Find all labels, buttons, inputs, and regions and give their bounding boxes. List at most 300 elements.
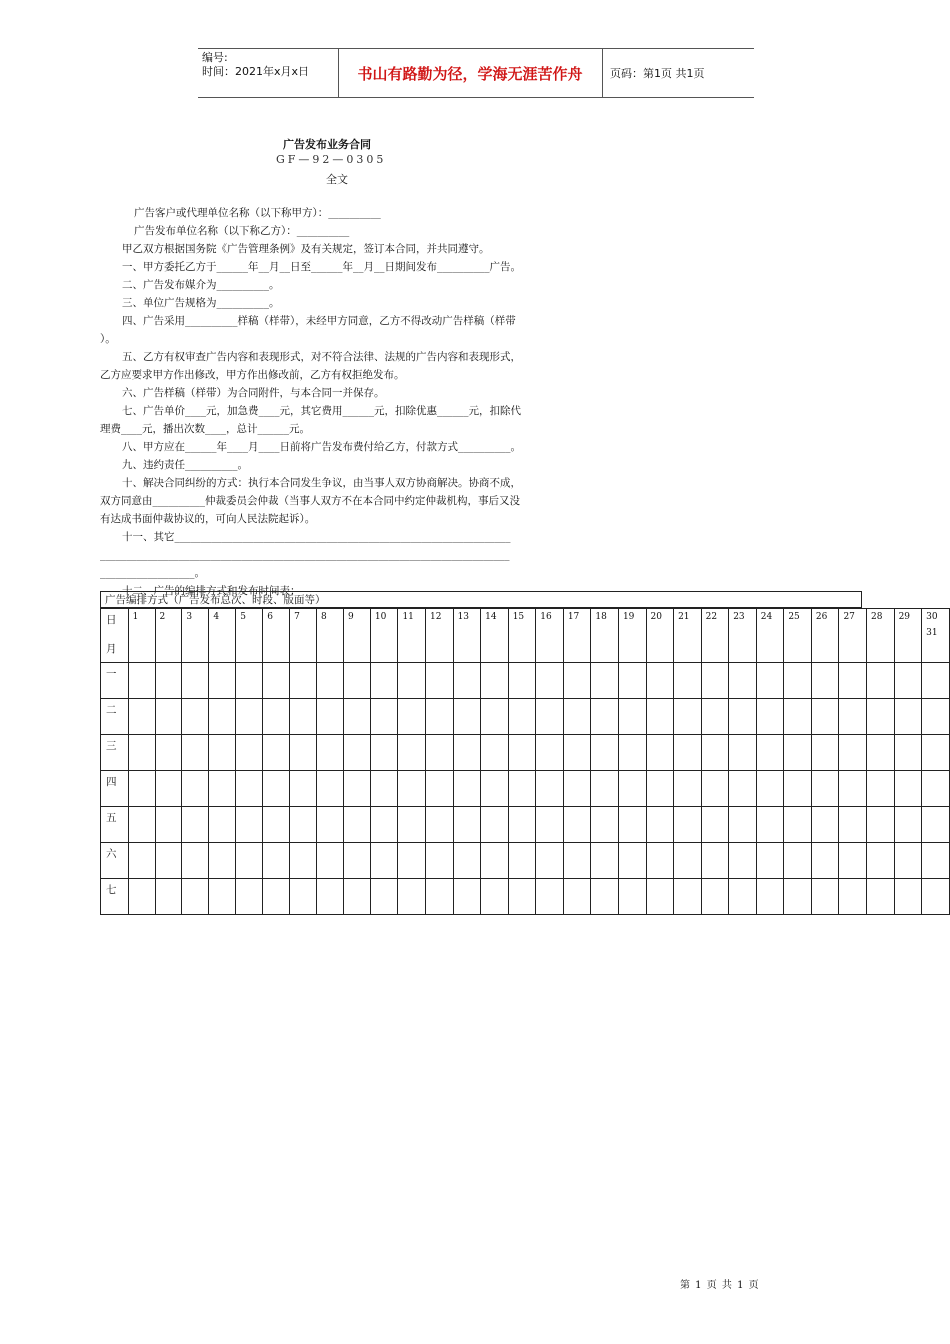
schedule-cell[interactable] bbox=[674, 879, 702, 915]
day-header-cell bbox=[784, 609, 812, 663]
schedule-cell[interactable] bbox=[128, 807, 155, 843]
paragraph: 甲乙双方根据国务院《广告管理条例》及有关规定，签订本合同，并共同遵守。 bbox=[122, 243, 490, 255]
schedule-cell[interactable] bbox=[536, 699, 564, 735]
schedule-cell[interactable] bbox=[867, 879, 895, 915]
schedule-cell[interactable] bbox=[536, 663, 564, 699]
schedule-cell[interactable] bbox=[263, 663, 290, 699]
schedule-cell[interactable] bbox=[236, 699, 263, 735]
schedule-cell[interactable] bbox=[563, 771, 591, 807]
month-label: 四 bbox=[101, 771, 129, 807]
schedule-cell[interactable] bbox=[701, 843, 729, 879]
schedule-cell[interactable] bbox=[453, 663, 481, 699]
schedule-cell[interactable] bbox=[290, 879, 317, 915]
page-footer: 第 1 页 共 1 页 bbox=[680, 1280, 760, 1291]
schedule-cell[interactable] bbox=[343, 699, 370, 735]
day-header-cell bbox=[290, 609, 317, 663]
day-header-cell bbox=[182, 609, 209, 663]
header-left bbox=[202, 51, 309, 79]
schedule-cell[interactable] bbox=[756, 879, 784, 915]
day-header-cell bbox=[729, 609, 757, 663]
paragraph: ）。 bbox=[100, 333, 116, 345]
schedule-cell[interactable] bbox=[209, 807, 236, 843]
day-number: 30 bbox=[926, 612, 938, 622]
schedule-cell[interactable] bbox=[811, 699, 839, 735]
schedule-cell[interactable] bbox=[839, 879, 867, 915]
schedule-cell[interactable] bbox=[756, 771, 784, 807]
schedule-cell[interactable] bbox=[701, 699, 729, 735]
schedule-cell[interactable] bbox=[317, 663, 344, 699]
time-label: 时间：2021年x月x日 bbox=[202, 65, 310, 78]
schedule-cell[interactable] bbox=[922, 807, 950, 843]
schedule-cell[interactable] bbox=[155, 735, 182, 771]
schedule-cell[interactable] bbox=[508, 807, 536, 843]
day-number: 11 bbox=[402, 612, 414, 622]
day-header-cell bbox=[453, 609, 481, 663]
schedule-cell[interactable] bbox=[839, 699, 867, 735]
schedule-cell[interactable] bbox=[563, 807, 591, 843]
schedule-cell[interactable] bbox=[317, 807, 344, 843]
schedule-cell[interactable] bbox=[263, 735, 290, 771]
schedule-cell[interactable] bbox=[481, 807, 509, 843]
day-number: 18 bbox=[595, 612, 607, 622]
schedule-cell[interactable] bbox=[182, 843, 209, 879]
schedule-cell[interactable] bbox=[729, 699, 757, 735]
day-number: 1 bbox=[132, 612, 139, 622]
schedule-cell[interactable] bbox=[894, 735, 922, 771]
day-number: 7 bbox=[294, 612, 300, 622]
schedule-cell[interactable] bbox=[646, 771, 674, 807]
schedule-cell[interactable] bbox=[618, 735, 646, 771]
schedule-cell[interactable] bbox=[236, 663, 263, 699]
schedule-cell[interactable] bbox=[263, 771, 290, 807]
schedule-cell[interactable] bbox=[182, 879, 209, 915]
schedule-cell[interactable] bbox=[867, 843, 895, 879]
schedule-cell[interactable] bbox=[894, 843, 922, 879]
schedule-cell[interactable] bbox=[263, 699, 290, 735]
day-header-cell bbox=[563, 609, 591, 663]
day-header-cell bbox=[922, 609, 950, 663]
schedule-cell[interactable] bbox=[343, 843, 370, 879]
schedule-cell[interactable] bbox=[209, 879, 236, 915]
page-header bbox=[198, 48, 754, 98]
schedule-cell[interactable] bbox=[398, 663, 426, 699]
paragraph: 四、广告采用__________样稿（样带），未经甲方同意，乙方不得改动广告样稿（样带 bbox=[122, 315, 516, 327]
schedule-cell[interactable] bbox=[922, 699, 950, 735]
schedule-table bbox=[100, 608, 950, 915]
day-header-cell bbox=[370, 609, 398, 663]
month-row bbox=[101, 735, 950, 771]
schedule-cell[interactable] bbox=[209, 771, 236, 807]
schedule-cell[interactable] bbox=[701, 807, 729, 843]
schedule-cell[interactable] bbox=[481, 735, 509, 771]
schedule-cell[interactable] bbox=[784, 663, 812, 699]
schedule-cell[interactable] bbox=[756, 699, 784, 735]
header-divider bbox=[602, 49, 603, 97]
day-header-cell bbox=[839, 609, 867, 663]
day-header-cell bbox=[756, 609, 784, 663]
schedule-cell[interactable] bbox=[317, 771, 344, 807]
schedule-cell[interactable] bbox=[343, 771, 370, 807]
schedule-cell[interactable] bbox=[784, 699, 812, 735]
month-label: 五 bbox=[101, 807, 129, 843]
paragraph: 十、解决合同纠纷的方式：执行本合同发生争议，由当事人双方协商解决。协商不成， bbox=[122, 477, 521, 489]
schedule-cell[interactable] bbox=[398, 807, 426, 843]
schedule-cell[interactable] bbox=[290, 699, 317, 735]
schedule-cell[interactable] bbox=[398, 843, 426, 879]
month-label: 七 bbox=[101, 879, 129, 915]
schedule-cell[interactable] bbox=[618, 807, 646, 843]
schedule-cell[interactable] bbox=[370, 699, 398, 735]
paragraph: 六、广告样稿（样带）为合同附件，与本合同一并保存。 bbox=[122, 387, 385, 399]
schedule-cell[interactable] bbox=[591, 699, 619, 735]
schedule-cell[interactable] bbox=[922, 879, 950, 915]
schedule-cell[interactable] bbox=[128, 663, 155, 699]
schedule-cell[interactable] bbox=[894, 663, 922, 699]
schedule-cell[interactable] bbox=[155, 771, 182, 807]
schedule-cell[interactable] bbox=[811, 663, 839, 699]
day-header-cell bbox=[263, 609, 290, 663]
contract-body bbox=[100, 204, 576, 600]
schedule-cell[interactable] bbox=[646, 843, 674, 879]
schedule-cell[interactable] bbox=[756, 735, 784, 771]
schedule-cell[interactable] bbox=[729, 771, 757, 807]
schedule-cell[interactable] bbox=[839, 843, 867, 879]
schedule-cell[interactable] bbox=[839, 807, 867, 843]
day-header-cell bbox=[481, 609, 509, 663]
schedule-cell[interactable] bbox=[894, 879, 922, 915]
schedule-cell[interactable] bbox=[536, 771, 564, 807]
schedule-cell[interactable] bbox=[128, 879, 155, 915]
day-header-cell bbox=[646, 609, 674, 663]
day-number: 24 bbox=[760, 612, 773, 622]
paragraph: 双方同意由__________仲裁委员会仲裁（当事人双方不在本合同中约定仲裁机构，事后又没 bbox=[100, 495, 520, 507]
schedule-cell[interactable] bbox=[155, 699, 182, 735]
schedule-cell[interactable] bbox=[646, 735, 674, 771]
schedule-cell[interactable] bbox=[508, 699, 536, 735]
schedule-cell[interactable] bbox=[591, 807, 619, 843]
schedule-cell[interactable] bbox=[209, 735, 236, 771]
schedule-cell[interactable] bbox=[646, 699, 674, 735]
doc-full-text-label: 全文 bbox=[326, 173, 348, 186]
schedule-cell[interactable] bbox=[674, 771, 702, 807]
schedule-cell[interactable] bbox=[756, 807, 784, 843]
schedule-cell[interactable] bbox=[618, 843, 646, 879]
schedule-cell[interactable] bbox=[674, 807, 702, 843]
schedule-cell[interactable] bbox=[481, 771, 509, 807]
schedule-cell[interactable] bbox=[784, 843, 812, 879]
month-label: 三 bbox=[101, 735, 129, 771]
schedule-cell[interactable] bbox=[811, 807, 839, 843]
paragraph: 乙方应要求甲方作出修改，甲方作出修改前，乙方有权拒绝发布。 bbox=[100, 369, 405, 381]
schedule-cell[interactable] bbox=[236, 807, 263, 843]
schedule-cell[interactable] bbox=[263, 807, 290, 843]
day-header-cell bbox=[618, 609, 646, 663]
schedule-cell[interactable] bbox=[290, 807, 317, 843]
day-header-cell bbox=[591, 609, 619, 663]
schedule-cell[interactable] bbox=[236, 843, 263, 879]
schedule-cell[interactable] bbox=[481, 843, 509, 879]
schedule-cell[interactable] bbox=[811, 735, 839, 771]
schedule-cell[interactable] bbox=[591, 879, 619, 915]
paragraph: 有达成书面仲裁协议的，可向人民法院起诉）。 bbox=[100, 513, 316, 525]
schedule-cell[interactable] bbox=[370, 735, 398, 771]
schedule-cell[interactable] bbox=[729, 663, 757, 699]
day-number: 14 bbox=[485, 612, 497, 622]
schedule-cell[interactable] bbox=[290, 735, 317, 771]
schedule-cell[interactable] bbox=[701, 663, 729, 699]
schedule-cell[interactable] bbox=[618, 663, 646, 699]
schedule-cell[interactable] bbox=[453, 879, 481, 915]
schedule-cell[interactable] bbox=[453, 771, 481, 807]
schedule-cell[interactable] bbox=[674, 735, 702, 771]
schedule-cell[interactable] bbox=[317, 879, 344, 915]
schedule-cell[interactable] bbox=[674, 663, 702, 699]
day-header-cell bbox=[894, 609, 922, 663]
schedule-cell[interactable] bbox=[784, 735, 812, 771]
schedule-cell[interactable] bbox=[481, 879, 509, 915]
schedule-cell[interactable] bbox=[618, 879, 646, 915]
schedule-cell[interactable] bbox=[839, 771, 867, 807]
schedule-cell[interactable] bbox=[729, 735, 757, 771]
schedule-cell[interactable] bbox=[811, 843, 839, 879]
schedule-cell[interactable] bbox=[894, 807, 922, 843]
schedule-cell[interactable] bbox=[591, 735, 619, 771]
paragraph: 七、广告单价____元，加急费____元，其它费用______元，扣除优惠______元，扣除代 bbox=[122, 405, 521, 417]
schedule-cell[interactable] bbox=[563, 843, 591, 879]
paragraph: 广告客户或代理单位名称（以下称甲方）：__________ bbox=[134, 207, 381, 219]
schedule-cell[interactable] bbox=[922, 771, 950, 807]
schedule-cell[interactable] bbox=[290, 843, 317, 879]
schedule-cell[interactable] bbox=[839, 735, 867, 771]
schedule-cell[interactable] bbox=[128, 699, 155, 735]
schedule-header-row bbox=[101, 609, 950, 663]
schedule-cell[interactable] bbox=[182, 735, 209, 771]
schedule-cell[interactable] bbox=[128, 735, 155, 771]
schedule-cell[interactable] bbox=[155, 843, 182, 879]
day-number: 26 bbox=[815, 612, 828, 622]
day-number: 3 bbox=[186, 612, 193, 622]
paragraph: 十一、其它________________________________________________________________ bbox=[122, 531, 511, 543]
schedule-cell[interactable] bbox=[343, 879, 370, 915]
schedule-cell[interactable] bbox=[646, 879, 674, 915]
day-number: 13 bbox=[457, 612, 470, 622]
doc-code: GF—92—0305 bbox=[276, 153, 387, 166]
schedule-cell[interactable] bbox=[128, 771, 155, 807]
schedule-cell[interactable] bbox=[646, 807, 674, 843]
number-label: 编号: bbox=[202, 51, 228, 64]
schedule-cell[interactable] bbox=[343, 735, 370, 771]
schedule-cell[interactable] bbox=[426, 735, 454, 771]
schedule-cell[interactable] bbox=[922, 663, 950, 699]
day-number: 19 bbox=[622, 612, 635, 622]
day-number: 12 bbox=[430, 612, 442, 622]
schedule-cell[interactable] bbox=[811, 879, 839, 915]
schedule-cell[interactable] bbox=[209, 843, 236, 879]
day-header-cell bbox=[426, 609, 454, 663]
schedule-cell[interactable] bbox=[784, 879, 812, 915]
schedule-cell[interactable] bbox=[536, 807, 564, 843]
schedule-cell[interactable] bbox=[536, 843, 564, 879]
schedule-cell[interactable] bbox=[426, 879, 454, 915]
schedule-cell[interactable] bbox=[236, 771, 263, 807]
schedule-cell[interactable] bbox=[839, 663, 867, 699]
schedule-cell[interactable] bbox=[508, 735, 536, 771]
schedule-cell[interactable] bbox=[563, 699, 591, 735]
schedule-cell[interactable] bbox=[453, 699, 481, 735]
page-code: 页码：第1页 共1页 bbox=[610, 67, 705, 80]
corner-day-label: 日 bbox=[106, 614, 117, 626]
schedule-cell[interactable] bbox=[867, 771, 895, 807]
schedule-cell[interactable] bbox=[263, 843, 290, 879]
schedule-cell[interactable] bbox=[343, 663, 370, 699]
day-number: 16 bbox=[540, 612, 552, 622]
day-number: 8 bbox=[321, 612, 327, 622]
schedule-cell[interactable] bbox=[536, 735, 564, 771]
schedule-cell[interactable] bbox=[290, 663, 317, 699]
day-number: 21 bbox=[678, 612, 690, 622]
schedule-cell[interactable] bbox=[674, 843, 702, 879]
schedule-cell[interactable] bbox=[155, 663, 182, 699]
schedule-cell[interactable] bbox=[894, 699, 922, 735]
schedule-cell[interactable] bbox=[867, 699, 895, 735]
schedule-cell[interactable] bbox=[894, 771, 922, 807]
schedule-cell[interactable] bbox=[290, 771, 317, 807]
schedule-cell[interactable] bbox=[508, 843, 536, 879]
schedule-cell[interactable] bbox=[701, 735, 729, 771]
schedule-cell[interactable] bbox=[182, 807, 209, 843]
day-number: 23 bbox=[733, 612, 745, 622]
schedule-cell[interactable] bbox=[182, 699, 209, 735]
schedule-cell[interactable] bbox=[508, 663, 536, 699]
schedule-cell[interactable] bbox=[756, 663, 784, 699]
schedule-cell[interactable] bbox=[729, 807, 757, 843]
schedule-cell[interactable] bbox=[867, 663, 895, 699]
schedule-cell[interactable] bbox=[591, 843, 619, 879]
day-number: 17 bbox=[567, 612, 580, 622]
schedule-cell[interactable] bbox=[209, 699, 236, 735]
schedule-cell[interactable] bbox=[508, 879, 536, 915]
schedule-cell[interactable] bbox=[209, 663, 236, 699]
schedule-cell[interactable] bbox=[922, 843, 950, 879]
schedule-cell[interactable] bbox=[701, 771, 729, 807]
schedule-cell[interactable] bbox=[729, 843, 757, 879]
schedule-cell[interactable] bbox=[155, 807, 182, 843]
schedule-cell[interactable] bbox=[756, 843, 784, 879]
schedule-cell[interactable] bbox=[481, 663, 509, 699]
schedule-cell[interactable] bbox=[867, 807, 895, 843]
month-row bbox=[101, 771, 950, 807]
schedule-cell[interactable] bbox=[398, 879, 426, 915]
schedule-cell[interactable] bbox=[784, 807, 812, 843]
day-number-31: 31 bbox=[926, 628, 938, 638]
schedule-cell[interactable] bbox=[563, 663, 591, 699]
schedule-heading: 广告编排方式（广告发布总次、时段、版面等） bbox=[100, 591, 862, 608]
day-number: 29 bbox=[898, 612, 911, 622]
schedule-cell[interactable] bbox=[155, 879, 182, 915]
paragraph: 广告发布单位名称（以下称乙方）：__________ bbox=[134, 225, 350, 237]
schedule-cell[interactable] bbox=[343, 807, 370, 843]
schedule-cell[interactable] bbox=[236, 735, 263, 771]
schedule-cell[interactable] bbox=[426, 699, 454, 735]
paragraph: 二、广告发布媒介为__________。 bbox=[122, 279, 280, 291]
schedule-cell[interactable] bbox=[701, 879, 729, 915]
schedule-cell[interactable] bbox=[370, 879, 398, 915]
day-number: 4 bbox=[213, 612, 220, 622]
schedule-cell[interactable] bbox=[563, 879, 591, 915]
schedule-cell[interactable] bbox=[784, 771, 812, 807]
schedule-cell[interactable] bbox=[370, 771, 398, 807]
schedule-cell[interactable] bbox=[591, 771, 619, 807]
schedule-cell[interactable] bbox=[398, 735, 426, 771]
schedule-cell[interactable] bbox=[563, 735, 591, 771]
day-header-cell bbox=[236, 609, 263, 663]
schedule-cell[interactable] bbox=[674, 699, 702, 735]
schedule-cell[interactable] bbox=[426, 807, 454, 843]
schedule-cell[interactable] bbox=[453, 843, 481, 879]
schedule-cell[interactable] bbox=[811, 771, 839, 807]
schedule-cell[interactable] bbox=[591, 663, 619, 699]
schedule-cell[interactable] bbox=[426, 843, 454, 879]
schedule-cell[interactable] bbox=[236, 879, 263, 915]
paragraph: 五、乙方有权审查广告内容和表现形式，对不符合法律、法规的广告内容和表现形式， bbox=[122, 351, 521, 363]
month-row bbox=[101, 699, 950, 735]
schedule-cell[interactable] bbox=[182, 663, 209, 699]
day-number: 9 bbox=[347, 612, 354, 622]
day-header-cell bbox=[128, 609, 155, 663]
schedule-cell[interactable] bbox=[618, 771, 646, 807]
schedule-cell[interactable] bbox=[646, 663, 674, 699]
schedule-cell[interactable] bbox=[426, 771, 454, 807]
paragraph: 理费____元，播出次数____，总计______元。 bbox=[100, 423, 310, 435]
day-number: 20 bbox=[650, 612, 662, 622]
schedule-cell[interactable] bbox=[618, 699, 646, 735]
schedule-cell[interactable] bbox=[370, 843, 398, 879]
schedule-cell[interactable] bbox=[263, 879, 290, 915]
day-header-cell bbox=[867, 609, 895, 663]
schedule-cell[interactable] bbox=[426, 663, 454, 699]
schedule-cell[interactable] bbox=[317, 843, 344, 879]
month-row bbox=[101, 807, 950, 843]
month-label: 六 bbox=[101, 843, 129, 879]
header-motto: 书山有路勤为径，学海无涯苦作舟 bbox=[357, 64, 583, 83]
paragraph: 八、甲方应在______年____月____日前将广告发布费付给乙方，付款方式__________。 bbox=[122, 441, 521, 453]
schedule-cell[interactable] bbox=[508, 771, 536, 807]
paragraph: 十二、广告的编排方式和发布时间表： bbox=[122, 585, 301, 597]
schedule-cell[interactable] bbox=[922, 735, 950, 771]
schedule-cell[interactable] bbox=[536, 879, 564, 915]
schedule-cell[interactable] bbox=[370, 663, 398, 699]
day-header-cell bbox=[674, 609, 702, 663]
schedule-cell[interactable] bbox=[453, 735, 481, 771]
day-header-cell bbox=[317, 609, 344, 663]
schedule-cell[interactable] bbox=[453, 807, 481, 843]
schedule-cell[interactable] bbox=[867, 735, 895, 771]
schedule-cell[interactable] bbox=[128, 843, 155, 879]
schedule-cell[interactable] bbox=[370, 807, 398, 843]
day-number: 27 bbox=[843, 612, 855, 622]
schedule-cell[interactable] bbox=[481, 699, 509, 735]
schedule-cell[interactable] bbox=[729, 879, 757, 915]
schedule-cell[interactable] bbox=[398, 771, 426, 807]
doc-title: 广告发布业务合同 bbox=[283, 138, 371, 151]
month-row bbox=[101, 843, 950, 879]
paragraph: 一、甲方委托乙方于______年__月__日至______年__月__日期间发布__________广告。 bbox=[122, 261, 521, 273]
month-label: 一 bbox=[101, 663, 129, 699]
schedule-cell[interactable] bbox=[398, 699, 426, 735]
schedule-cell[interactable] bbox=[317, 735, 344, 771]
schedule-cell[interactable] bbox=[182, 771, 209, 807]
schedule-cell[interactable] bbox=[317, 699, 344, 735]
